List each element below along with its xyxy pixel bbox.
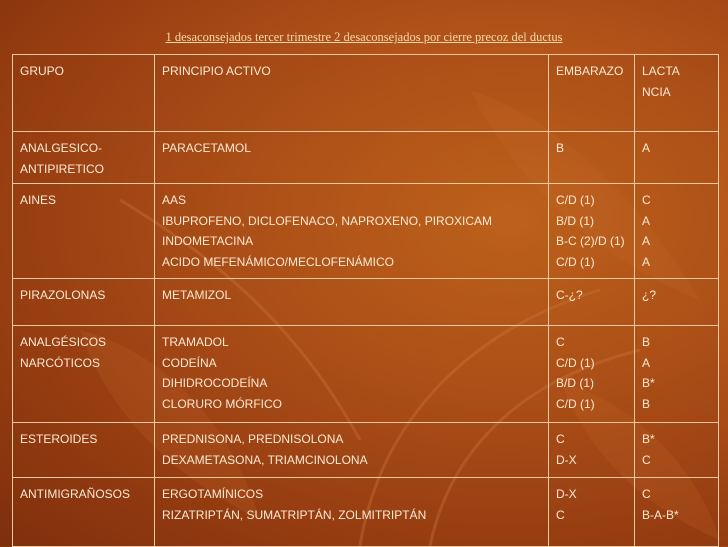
cell-embarazo: C D-X [549, 423, 635, 478]
cell-embarazo: D-X C [549, 478, 635, 547]
table-row-esteroides [13, 423, 719, 478]
cell-principio: TRAMADOL CODEÍNA DIHIDROCODEÍNA CLORURO MÓRFICO [155, 326, 549, 423]
cell-grupo: ANTIMIGRAÑOSOS [13, 478, 155, 547]
table-row-narcoticos [13, 326, 719, 423]
cell-grupo: ESTEROIDES [13, 423, 155, 478]
table-header-row [13, 55, 719, 132]
cell-embarazo: C C/D (1) B/D (1) C/D (1) [549, 326, 635, 423]
header-lactancia: LACTA NCIA [635, 55, 719, 132]
table-row-aines [13, 184, 719, 279]
table-row-paracetamol [13, 132, 719, 184]
table-row-antimigranosos [13, 478, 719, 547]
drug-safety-table [12, 54, 719, 547]
cell-embarazo: B [549, 132, 635, 184]
cell-principio: PREDNISONA, PREDNISOLONA DEXAMETASONA, TRIAMCINOLONA [155, 423, 549, 478]
cell-grupo: ANALGESICO- ANTIPIRETICO [13, 132, 155, 184]
cell-principio: AAS IBUPROFENO, DICLOFENACO, NAPROXENO, PIROXICAM INDOMETACINA ACIDO MEFENÁMICO/MECLOFENÁMICO [155, 184, 549, 279]
cell-principio: METAMIZOL [155, 279, 549, 326]
table-row-pirazolonas [13, 279, 719, 326]
cell-grupo: PIRAZOLONAS [13, 279, 155, 326]
cell-principio: PARACETAMOL [155, 132, 549, 184]
cell-lactancia: C A A A [635, 184, 719, 279]
cell-principio: ERGOTAMÍNICOS RIZATRIPTÁN, SUMATRIPTÁN, ZOLMITRIPTÁN [155, 478, 549, 547]
cell-grupo: AINES [13, 184, 155, 279]
cell-embarazo: C/D (1) B/D (1) B-C (2)/D (1) C/D (1) [549, 184, 635, 279]
cell-lactancia: B A B* B [635, 326, 719, 423]
header-grupo: GRUPO [13, 55, 155, 132]
cell-lactancia: ¿? [635, 279, 719, 326]
cell-embarazo: C-¿? [549, 279, 635, 326]
cell-grupo: ANALGÉSICOS NARCÓTICOS [13, 326, 155, 423]
header-principio-activo: PRINCIPIO ACTIVO [155, 55, 549, 132]
cell-lactancia: C B-A-B* [635, 478, 719, 547]
header-embarazo: EMBARAZO [549, 55, 635, 132]
cell-lactancia: B* C [635, 423, 719, 478]
cell-lactancia: A [635, 132, 719, 184]
table-caption-note: 1 desaconsejados tercer trimestre 2 desaconsejados por cierre precoz del ductus [165, 30, 563, 44]
